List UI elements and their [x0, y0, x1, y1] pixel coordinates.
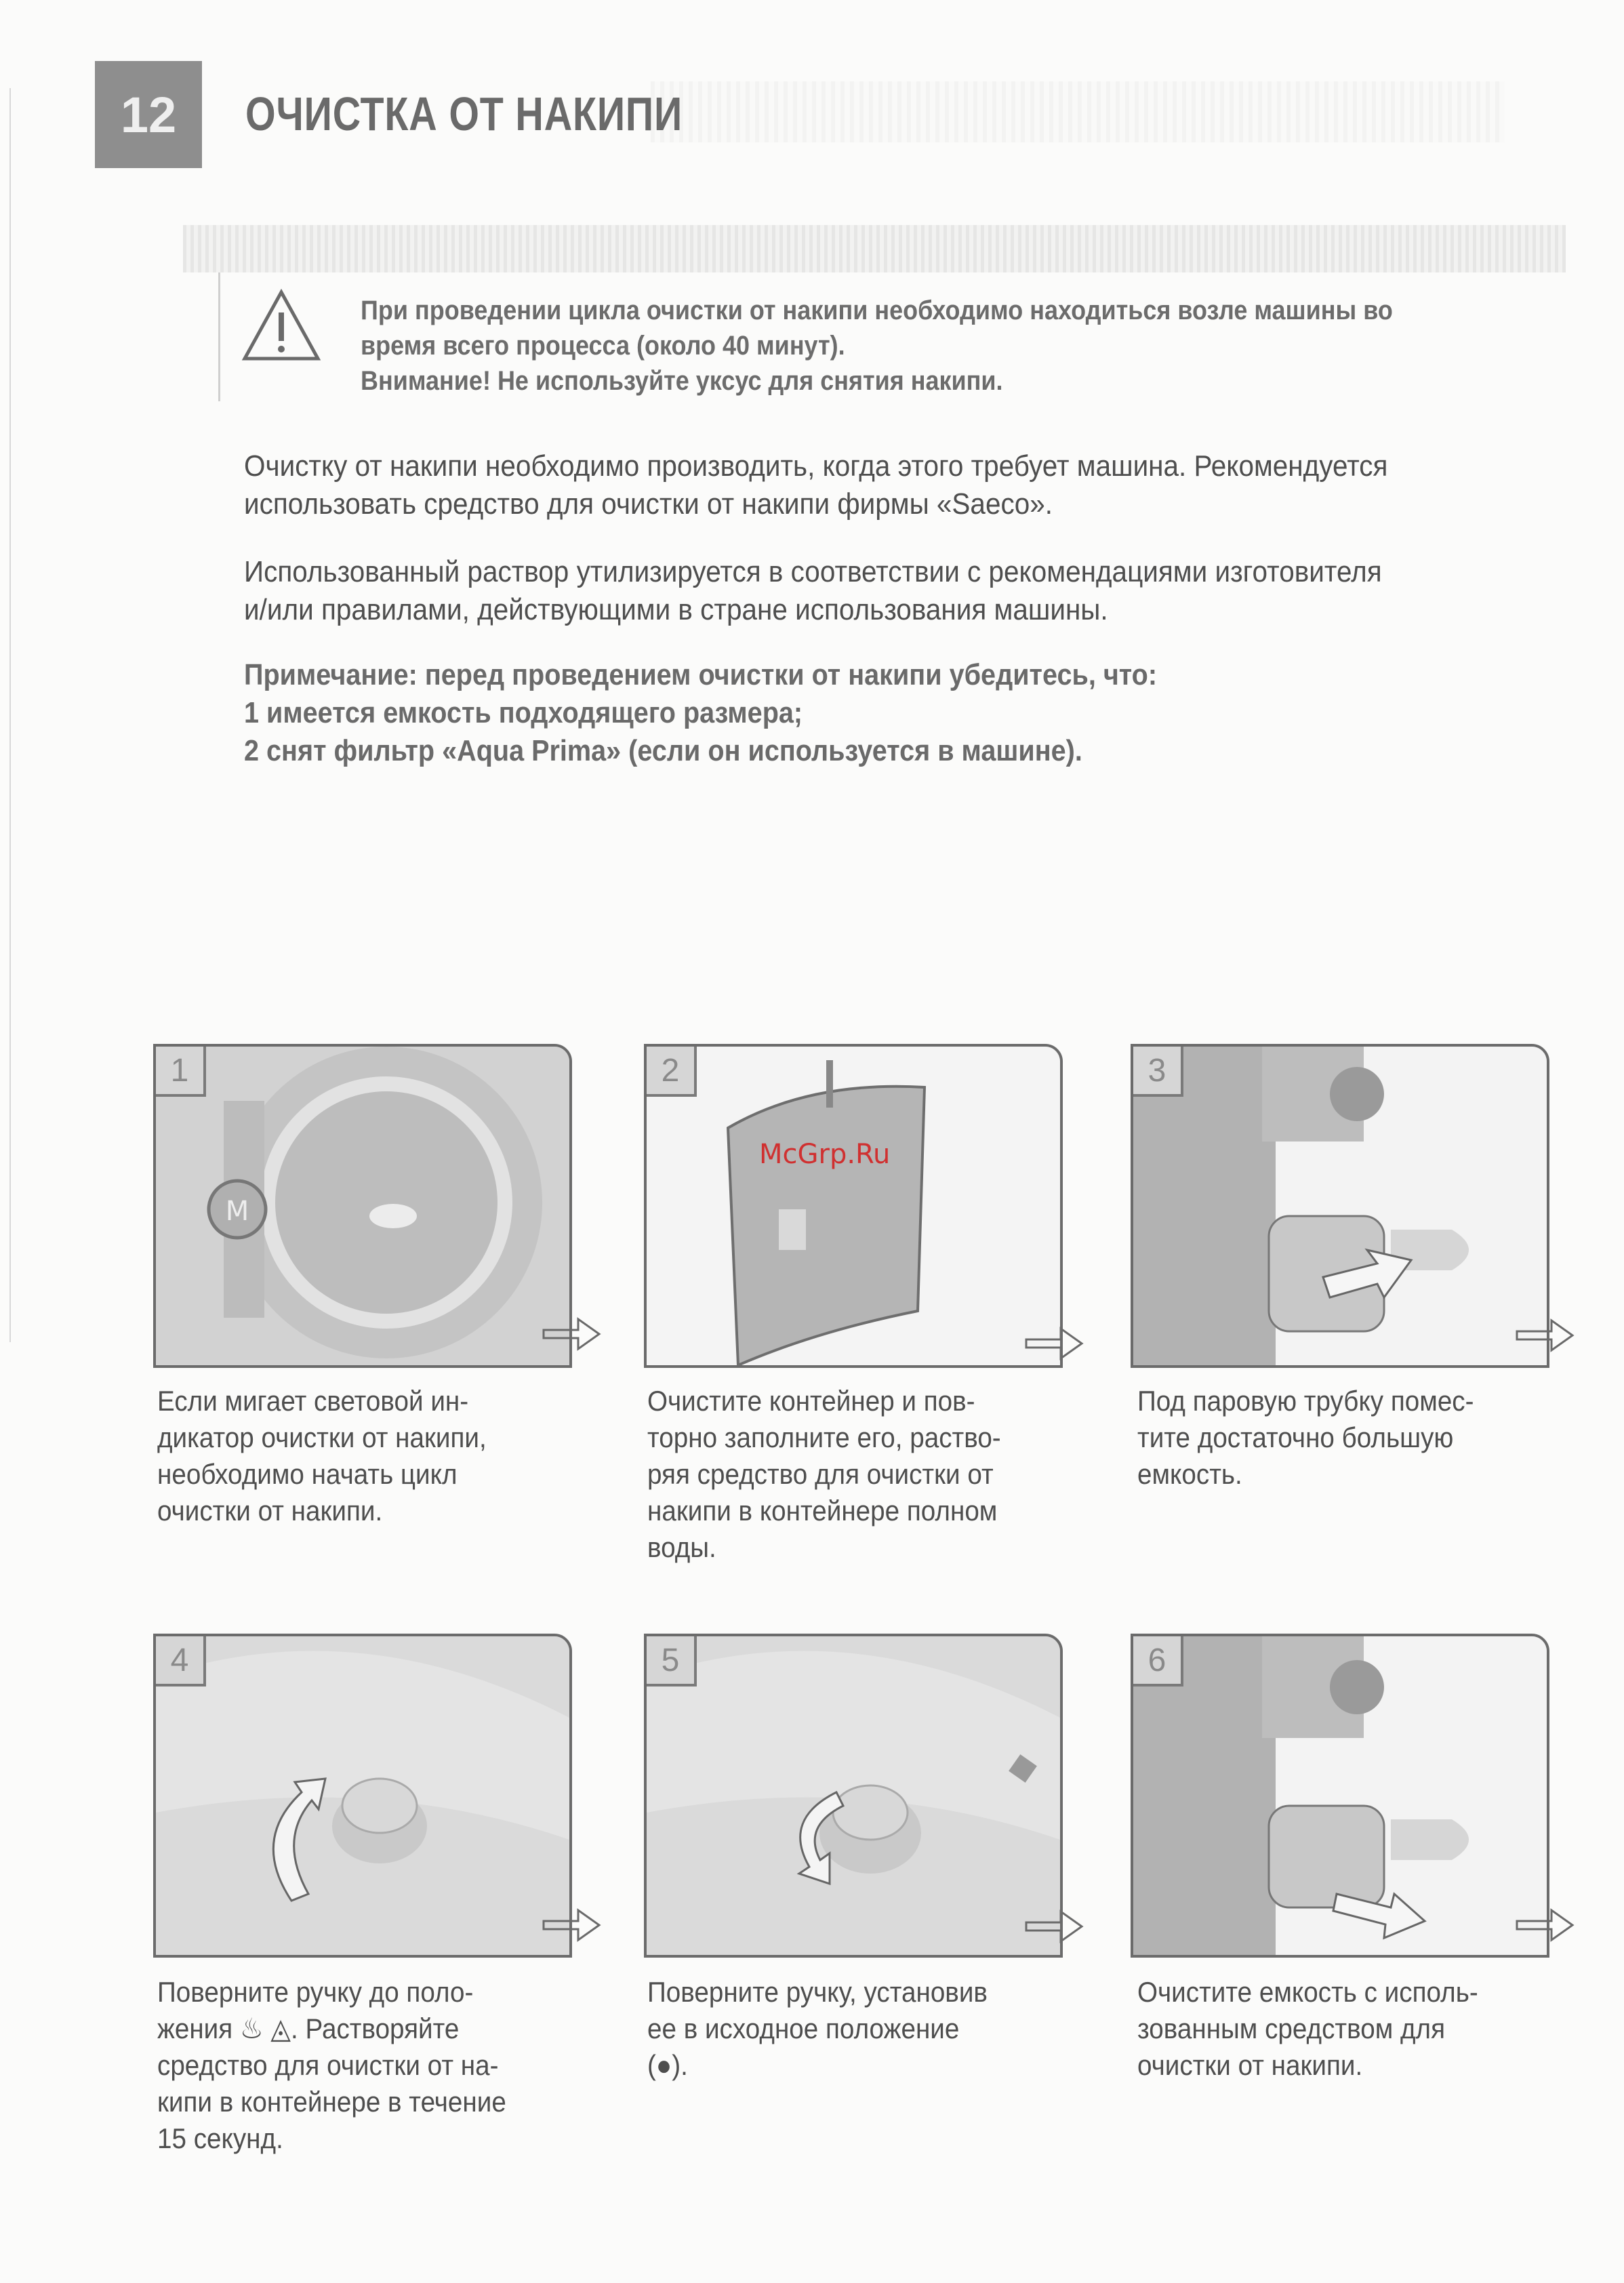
next-arrow-icon: [1023, 1906, 1084, 1947]
caption-line: ее в исходное положение: [647, 2013, 960, 2044]
caption-line: тите достаточно большую: [1137, 1421, 1454, 1453]
step-1-image: [153, 1044, 572, 1368]
machine-control-panel-image: [156, 1047, 569, 1365]
step-5-caption: [647, 1974, 1047, 2084]
step-3-image: [1131, 1044, 1549, 1368]
step-4-image: [153, 1634, 572, 1958]
caption-line: дикатор очистки от накипи,: [157, 1421, 487, 1453]
caption-line: очистки от накипи.: [1137, 2049, 1363, 2081]
note-line: 1 имеется емкость подходящего размера;: [244, 696, 803, 729]
caption-line: жения ♨ ◬. Растворяйте: [157, 2013, 460, 2044]
caption-line: Очистите контейнер и пов-: [647, 1385, 975, 1417]
caption-line: кипи в контейнере в течение: [157, 2086, 506, 2118]
intro-paragraph: [244, 447, 1460, 523]
caption-line: Поверните ручку до поло-: [157, 1976, 474, 2008]
knob-turn-left-image: [156, 1636, 569, 1955]
caption-line: 15 секунд.: [157, 2122, 283, 2154]
caption-line: зованным средством для: [1137, 2013, 1446, 2044]
page-edge-line: [9, 88, 11, 1342]
next-arrow-icon: [1514, 1905, 1575, 1945]
caption-line: воды.: [647, 1531, 716, 1563]
caption-line: (●).: [647, 2049, 688, 2081]
step-3-caption: [1137, 1383, 1537, 1493]
step-4-caption: [157, 1974, 556, 2157]
watermark: McGrp.Ru: [759, 1139, 891, 1170]
next-arrow-icon: [1514, 1315, 1575, 1356]
caption-line: торно заполните его, раство-: [647, 1421, 1001, 1453]
empty-container-image: [1133, 1636, 1547, 1955]
warning-bracket: [218, 272, 220, 401]
step-number: 2: [644, 1044, 697, 1097]
caption-line: Если мигает световой ин-: [157, 1385, 469, 1417]
step-number: 6: [1131, 1634, 1183, 1686]
note-line: 2 снят фильтр «Aqua Prima» (если он используется в машине).: [244, 734, 1082, 767]
step-6-image: [1131, 1634, 1549, 1958]
svg-text:M: M: [225, 1196, 249, 1227]
step-number: 3: [1131, 1044, 1183, 1097]
paragraph-line: и/или правилами, действующими в стране использования машины.: [244, 593, 1108, 626]
caption-line: Под паровую трубку помес-: [1137, 1385, 1474, 1417]
caption-line: средство для очистки от на-: [157, 2049, 499, 2081]
next-arrow-icon: [1023, 1323, 1084, 1364]
paragraph-line: Очистку от накипи необходимо производить, когда этого требует машина. Рекомендуется: [244, 449, 1388, 483]
warning-line: время всего процесса (около 40 минут).: [361, 331, 845, 361]
caption-line: емкость.: [1137, 1458, 1242, 1490]
warning-text: [361, 293, 1446, 399]
caption-line: ряя средство для очистки от: [647, 1458, 994, 1490]
chapter-number-badge: [95, 61, 202, 168]
disposal-paragraph: [244, 553, 1460, 629]
water-tank-image: [647, 1047, 1060, 1365]
step-6-caption: [1137, 1974, 1537, 2084]
warning-band: [183, 225, 1566, 272]
step-number: 5: [644, 1634, 697, 1686]
caption-line: очистки от накипи.: [157, 1495, 383, 1527]
warning-triangle-icon: [241, 288, 322, 363]
warning-line: Внимание! Не используйте уксус для снятия накипи.: [361, 366, 1003, 396]
title-background-texture: [651, 81, 1505, 142]
caption-line: накипи в контейнере полном: [647, 1495, 998, 1527]
caption-line: необходимо начать цикл: [157, 1458, 458, 1490]
note-line: Примечание: перед проведением очистки от накипи убедитесь, что:: [244, 658, 1158, 691]
step-5-image: [644, 1634, 1063, 1958]
knob-turn-back-image: [647, 1636, 1060, 1955]
caption-line: Очистите емкость с исполь-: [1137, 1976, 1478, 2008]
caption-line: Поверните ручку, установив: [647, 1976, 988, 2008]
step-2-caption: [647, 1383, 1047, 1566]
step-number: 4: [153, 1634, 206, 1686]
paragraph-line: использовать средство для очистки от накипи фирмы «Saeco».: [244, 487, 1053, 521]
step-number: 1: [153, 1044, 206, 1097]
paragraph-line: Использованный раствор утилизируется в соответствии с рекомендациями изготовителя: [244, 555, 1382, 588]
chapter-number: 12: [120, 86, 177, 143]
note-block: [244, 656, 1434, 770]
step-1-caption: [157, 1383, 556, 1529]
page-title: ОЧИСТКА ОТ НАКИПИ: [245, 87, 683, 140]
next-arrow-icon: [541, 1905, 602, 1945]
container-under-steam-wand-image: [1133, 1047, 1547, 1365]
next-arrow-icon: [541, 1314, 602, 1354]
warning-line: При проведении цикла очистки от накипи необходимо находиться возле машины во: [361, 296, 1393, 325]
step-2-image: [644, 1044, 1063, 1368]
